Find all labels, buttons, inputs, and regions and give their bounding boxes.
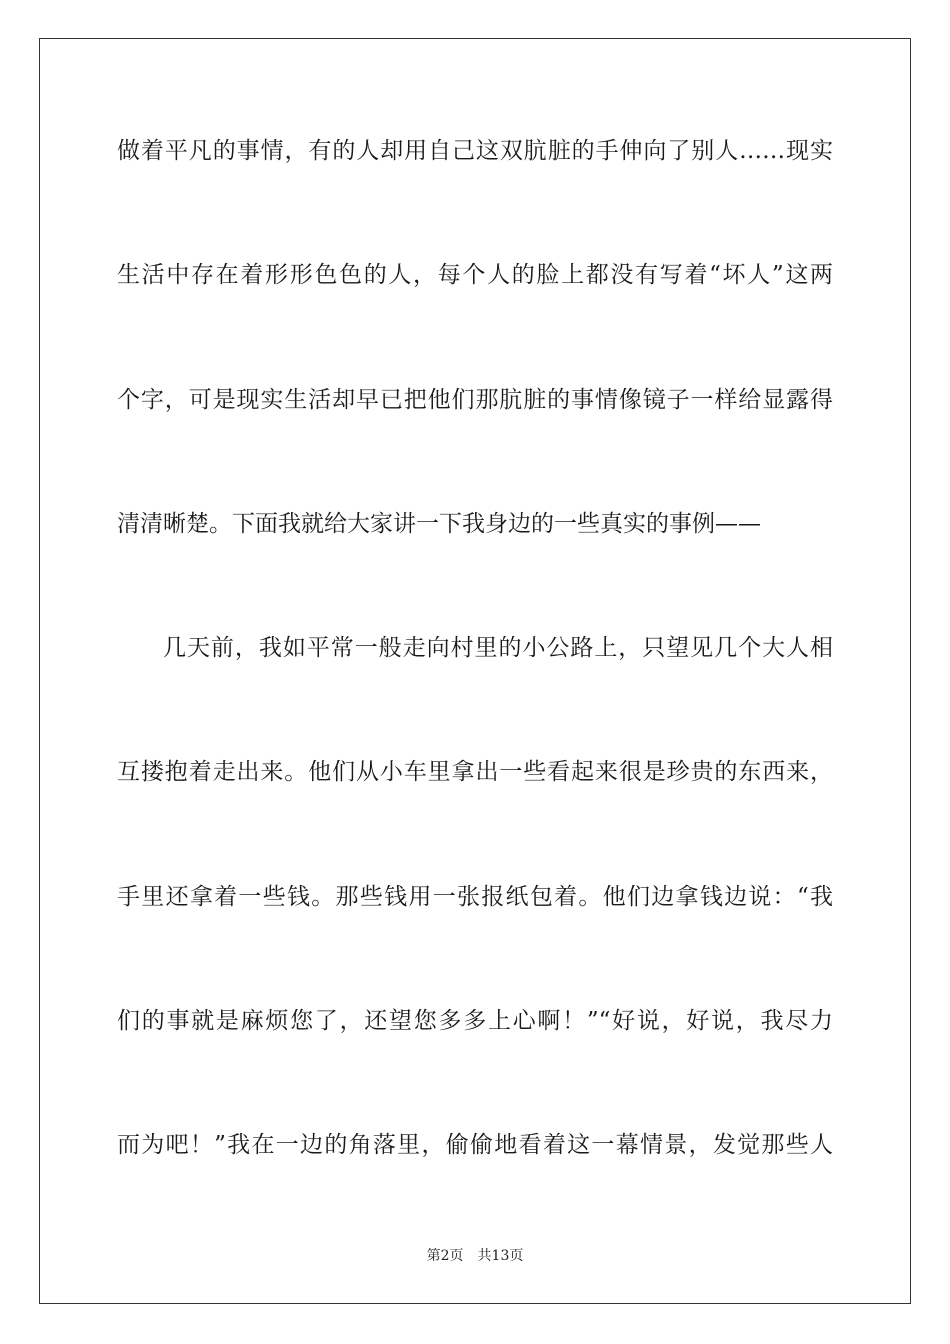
text-line-7: 手里还拿着一些钱。那些钱用一张报纸包着。他们边拿钱边说：“我 (117, 884, 833, 910)
text-line-4: 清清晰楚。下面我就给大家讲一下我身边的一些真实的事例—— (117, 511, 761, 537)
text-line-1: 做着平凡的事情，有的人却用自己这双肮脏的手伸向了别人……现实 (117, 138, 833, 164)
text-line-2: 生活中存在着形形色色的人，每个人的脸上都没有写着“坏人”这两 (117, 262, 833, 288)
page-border (39, 38, 911, 1304)
text-line-6: 互搂抱着走出来。他们从小车里拿出一些看起来很是珍贵的东西来， (117, 759, 833, 785)
page-number-footer: 第2页 共13页 (426, 1248, 524, 1264)
text-line-8: 们的事就是麻烦您了，还望您多多上心啊！”“好说，好说，我尽力 (117, 1008, 833, 1034)
text-line-5: 几天前，我如平常一般走向村里的小公路上，只望见几个大人相 (163, 635, 833, 661)
text-line-9: 而为吧！”我在一边的角落里，偷偷地看着这一幕情景，发觉那些人 (117, 1132, 833, 1158)
text-line-3: 个字，可是现实生活却早已把他们那肮脏的事情像镜子一样给显露得 (117, 387, 833, 413)
